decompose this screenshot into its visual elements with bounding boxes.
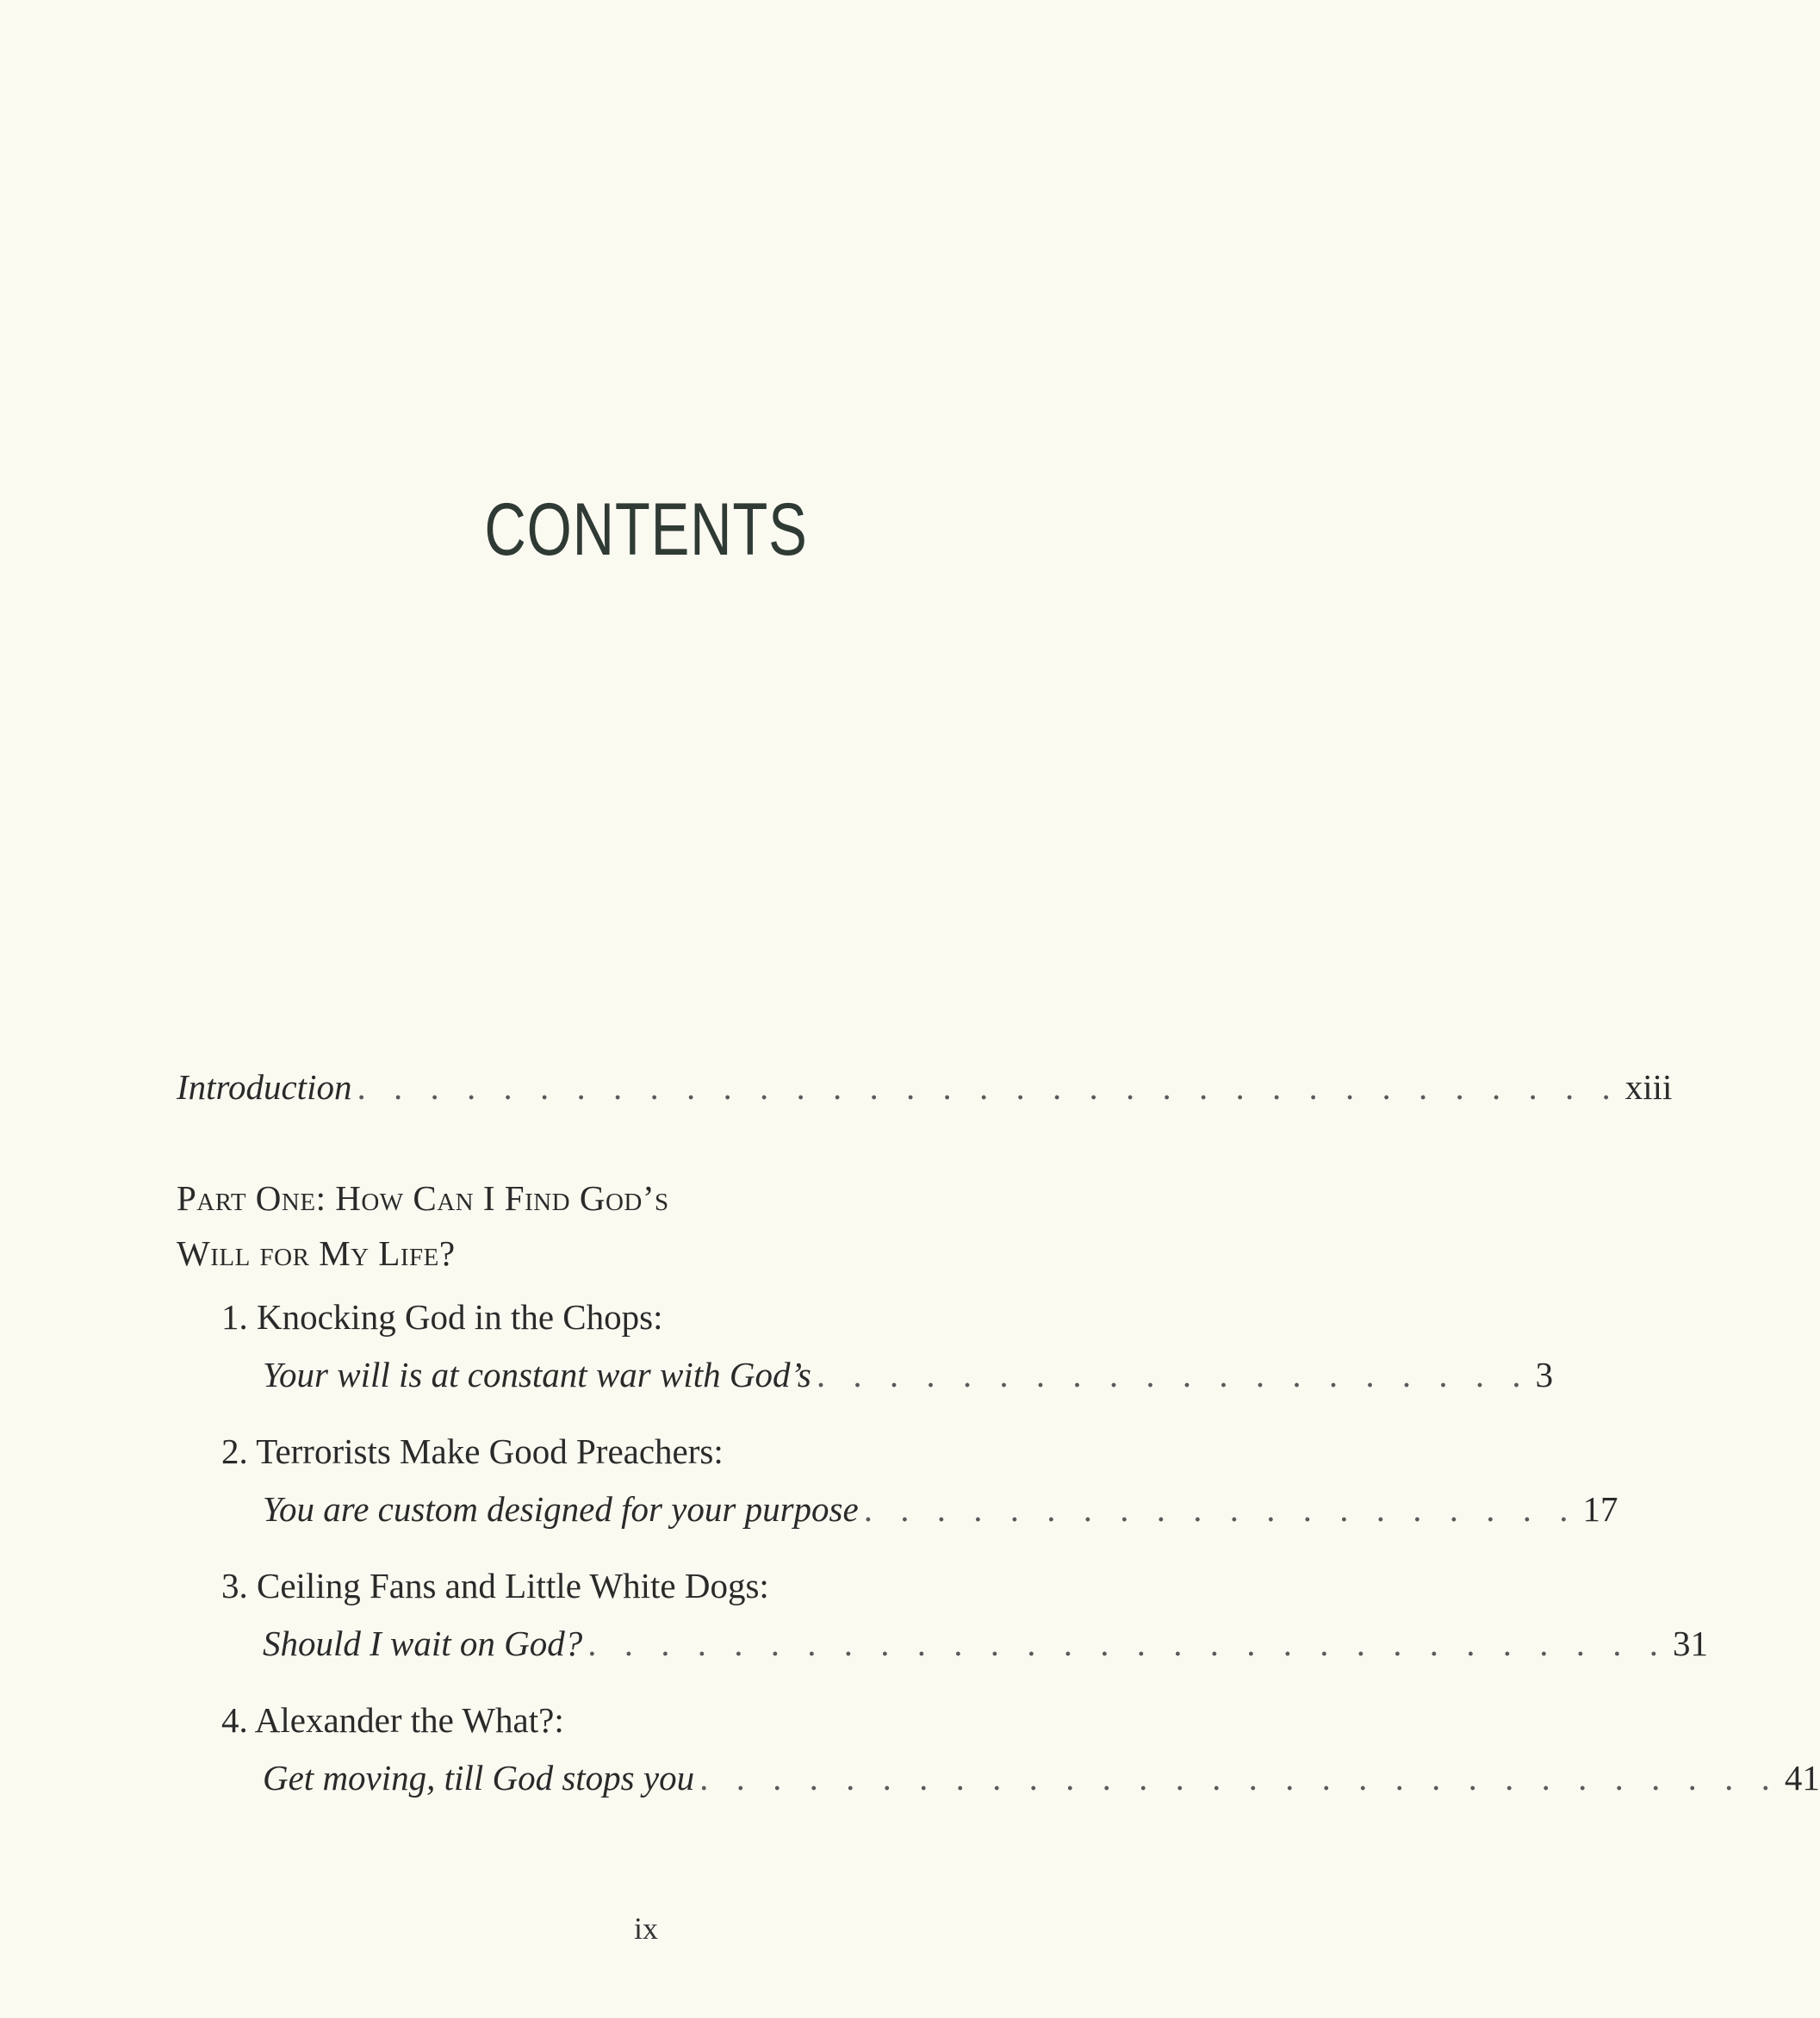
chapter-heading <box>221 1568 1098 1604</box>
dot-leader: . . . . . . . . . . . . . . . . . . . . . . . . . . . . . . <box>699 1758 1780 1798</box>
chapter-title: Knocking God in the Chops: <box>257 1297 663 1337</box>
chapter-subtitle-row <box>263 1624 1709 1663</box>
toc-entry-chapter <box>221 1700 1820 1798</box>
chapter-subtitle: Get moving, till God stops you <box>263 1758 695 1798</box>
page-title: CONTENTS <box>484 488 808 571</box>
part-heading-line: Will for My Life? <box>177 1233 456 1273</box>
entry-label: Introduction <box>177 1067 352 1107</box>
chapter-subtitle: You are custom designed for your purpose <box>263 1489 859 1529</box>
chapter-heading <box>221 1297 1098 1337</box>
chapter-title: Terrorists Make Good Preachers: <box>256 1431 724 1471</box>
entry-page-number: xiii <box>1624 1067 1673 1107</box>
toc-entry-chapter <box>221 1297 1554 1394</box>
chapter-number: 1. <box>221 1297 248 1337</box>
dot-leader: . . . . . . . . . . . . . . . . . . . . . . . . . . . . . . <box>587 1624 1668 1663</box>
toc-entry-chapter <box>221 1566 1709 1663</box>
chapter-heading <box>221 1431 1098 1471</box>
table-of-contents <box>177 1067 1820 1798</box>
chapter-number: 3. <box>221 1566 248 1605</box>
toc-entry-chapter <box>221 1431 1618 1529</box>
dot-leader: . . . . . . . . . . . . . . . . . . . . <box>863 1489 1578 1529</box>
chapter-subtitle: Should I wait on God? <box>263 1624 583 1663</box>
chapter-title: Ceiling Fans and Little White Dogs: <box>257 1566 769 1605</box>
chapter-subtitle: Your will is at constant war with God’s <box>263 1355 811 1394</box>
toc-entry-introduction <box>177 1067 1673 1107</box>
chapter-subtitle-row <box>263 1758 1820 1798</box>
entry-page-number: 17 <box>1582 1489 1618 1529</box>
chapter-subtitle-row <box>263 1355 1554 1394</box>
chapter-heading <box>221 1700 1098 1740</box>
part-heading <box>177 1170 1098 1281</box>
entry-page-number: 3 <box>1535 1355 1554 1394</box>
dot-leader: . . . . . . . . . . . . . . . . . . . . . . . . . . . . . . . . . . . <box>357 1067 1620 1107</box>
chapter-number: 4. <box>221 1700 248 1740</box>
entry-page-number: 31 <box>1673 1624 1709 1663</box>
dot-leader: . . . . . . . . . . . . . . . . . . . . <box>816 1355 1531 1394</box>
chapter-subtitle-row <box>263 1489 1618 1529</box>
page-number-footer: ix <box>633 1911 658 1946</box>
part-heading-line: Part One: How Can I Find God’s <box>177 1178 669 1218</box>
chapter-title: Alexander the What?: <box>254 1700 564 1740</box>
entry-page-number: 41 <box>1784 1758 1820 1798</box>
chapter-number: 2. <box>221 1431 248 1471</box>
